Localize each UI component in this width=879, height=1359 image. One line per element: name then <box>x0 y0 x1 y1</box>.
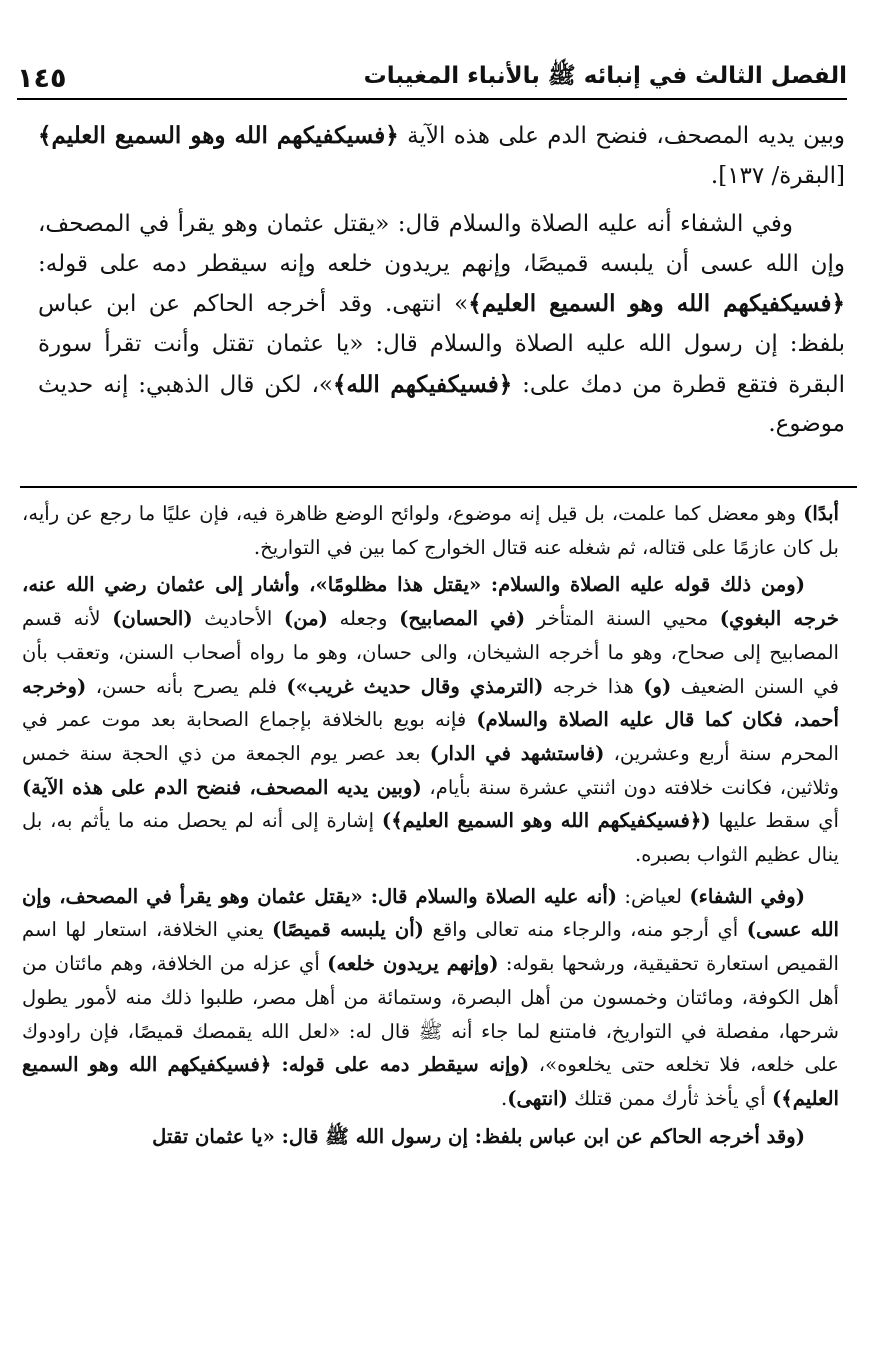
bold-text-run: (وبين يديه المصحف، فنضح الدم على هذه الآية) <box>22 775 422 799</box>
bold-text-run: (ومن ذلك قوله عليه الصلاة والسلام: «يقتل هذا مظلومًا»، وأشار إلى عثمان رضي الله عنه، خرجه البغوي) <box>22 573 840 631</box>
bold-text-run: (في المصابيح) <box>399 607 526 631</box>
commentary-paragraph-1 <box>22 497 839 564</box>
text-run: . <box>500 1086 508 1110</box>
text-run: أي عزله من الخلافة، وهم مائتان من أهل الكوفة، ومائتان وخمسون من أهل البصرة، وستمائة من أهل مصر، طلبوا ذلك منه لأمور يطول شرحها، مفصلة في التواريخ، فامتنع لما جاء أنه ﷺ قال له: «لعل الله يقمصك قميصًا، فإن راودوك على خلعه، فلا تخلعه حتى يخلعوه»، <box>22 952 839 1077</box>
bold-text-run: (و) <box>643 674 672 698</box>
bold-text-run: (وفي الشفاء) <box>689 884 805 908</box>
bold-text-run: (وإنه سيقطر دمه على قوله: ﴿فسيكفيكهم الله وهو السميع العليم﴾) <box>22 1053 839 1110</box>
text-run: » انتهى. وقد أخرجه الحاكم عن ابن عباس بلفظ: إن رسول الله عليه الصلاة والسلام قال: «يا عثمان تقتل وأنت تقرأ سورة البقرة فتقع قطرة من دمك على: <box>38 291 845 398</box>
text-run: فلم يصرح بأنه حسن، <box>86 674 287 698</box>
bold-text-run: (الترمذي وقال حديث غريب») <box>286 674 544 698</box>
page-header <box>17 58 847 100</box>
text-run: »، لكن قال الذهبي: إنه حديث موضوع. <box>38 371 845 438</box>
text-run: وبين يديه المصحف، فنضح الدم على هذه الآية <box>398 123 845 149</box>
text-run: إشارة إلى أنه لم يحصل منه ما يأثم به، بل ينال عظيم الثواب بصبره. <box>22 809 839 867</box>
commentary-section <box>22 497 839 1157</box>
bold-text-run: أبدًا) <box>803 502 839 525</box>
bold-text-run: (أنه عليه الصلاة والسلام قال: «يقتل عثمان وهو يقرأ في المصحف، وإن الله عسى) <box>22 884 839 942</box>
text-run: بعد عصر يوم الجمعة من ذي الحجة سنة خمس وثلاثين، فكانت خلافته دون اثنتي عشرة سنة بأيام، <box>22 741 839 799</box>
main-paragraph-1 <box>38 116 845 196</box>
text-run: وهو معضل كما علمت، بل قيل إنه موضوع، ولوائح الوضع ظاهرة فيه، فإن عليًا ما رجع عن رأيه، بل كان عازمًا على قتاله، ثم شغله عنه قتال الخوارج كما بين في التواريخ. <box>22 502 839 559</box>
bold-text-run: (وقد أخرجه الحاكم عن ابن عباس بلفظ: إن رسول الله ﷺ قال: «يا عثمان تقتل <box>152 1124 805 1148</box>
text-run: لأنه قسم المصابيح إلى صحاح، وهو ما أخرجه الشيخان، والى حسان، وهو ما رواه أصحاب السنن، وتعقب بأن في السنن الضعيف <box>22 607 839 698</box>
running-title: الفصل الثالث في إنبائه ﷺ بالأنباء المغيبات <box>363 63 847 89</box>
text-run: أي أرجو منه، والرجاء منه تعالى واقع <box>423 918 747 942</box>
main-text <box>38 116 845 454</box>
text-run: محيي السنة المتأخر <box>525 607 720 631</box>
page-number: ١٤٥ <box>17 62 67 94</box>
text-run: فإنه بويع بالخلافة بإجماع الصحابة بعد موت عمر في المحرم سنة أربع وعشرين، <box>22 708 840 765</box>
text-run: الأحاديث <box>192 607 284 631</box>
text-run: وفي الشفاء أنه عليه الصلاة والسلام قال: «يقتل عثمان وهو يقرأ في المصحف، وإن الله عسى أن يلبسه قميصًا، وإنهم يريدون خلعه وإنه سيقطر دمه على قوله: <box>38 211 845 277</box>
bold-text-run: (أن يلبسه قميصًا) <box>272 918 424 942</box>
bold-text-run: ﴿فسيكفيكهم الله وهو السميع العليم﴾ <box>468 290 845 318</box>
bold-text-run: (﴿فسيكفيكهم الله وهو السميع العليم﴾) <box>381 809 711 833</box>
bold-text-run: (انتهى) <box>507 1086 568 1110</box>
text-run: أي سقط عليها <box>710 809 839 833</box>
bold-text-run: (الحسان) <box>112 607 193 631</box>
bold-text-run: (من) <box>283 607 328 631</box>
bold-text-run: ﴿فسيكفيكهم الله وهو السميع العليم﴾ <box>38 122 399 149</box>
text-run: أي يأخذ ثأرك ممن قتلك <box>567 1086 772 1110</box>
commentary-paragraph-3 <box>22 880 839 1116</box>
bold-text-run: (وخرجه أحمد، فكان كما قال عليه الصلاة والسلام) <box>22 674 839 732</box>
text-run: وجعله <box>327 607 400 631</box>
main-paragraph-2 <box>38 205 845 445</box>
commentary-paragraph-4 <box>22 1120 839 1154</box>
bold-text-run: (وإنهم يريدون خلعه) <box>327 952 499 976</box>
text-run: يعني الخلافة، استعار لها اسم القميص استعارة تحقيقية، ورشحها بقوله: <box>22 918 839 976</box>
text-run: هذا خرجه <box>543 674 644 698</box>
text-run: [البقرة/ ١٣٧]. <box>710 162 845 189</box>
text-run: لعياض: <box>617 884 690 908</box>
bold-text-run: ﴿فسيكفيكهم الله﴾ <box>332 370 513 398</box>
commentary-paragraph-2 <box>22 568 839 871</box>
bold-text-run: (فاستشهد في الدار) <box>429 741 605 765</box>
footnote-divider <box>20 486 857 488</box>
